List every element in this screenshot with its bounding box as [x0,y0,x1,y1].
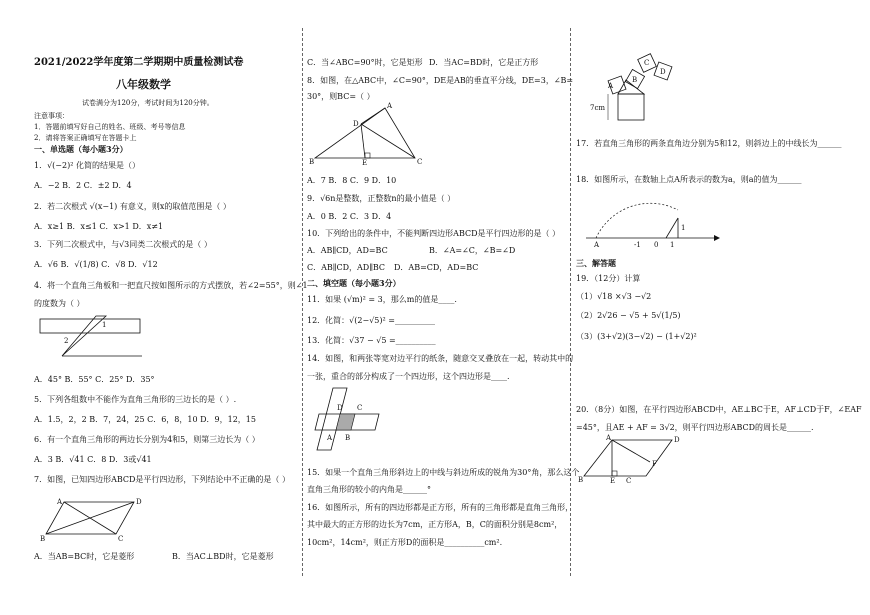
point-b-label: B [309,158,315,166]
question-10-option-c: C．AB∥CD，AD∥BC [307,263,386,272]
point-d-label: D [353,120,359,128]
question-6-options: A．3 B．√41 C．8 D．3或√41 [34,455,152,464]
question-2: 2．若二次根式 √(x−1) 有意义，则x的取值范围是（ ） [34,202,231,211]
question-10-option-b: B．∠A=∠C，∠B=∠D [429,246,516,255]
notes-heading: 注意事项： [34,112,69,120]
column-right [576,0,862,615]
column-divider-2 [570,28,571,576]
question-7-option-a: A．当AB=BC时，它是菱形 [34,552,135,561]
question-3: 3．下列二次根式中，与√3同类二次根式的是（ ） [34,240,212,249]
question-2-options: A．x≥1 B．x≤1 C．x>1 D．x≠1 [34,222,164,231]
question-8-line1: 8．如图，在△ABC中，∠C=90°，DE是AB的垂直平分线，DE=3，∠B= [307,76,574,85]
section-1-heading: 一、单选题（每小题3分） [34,144,128,154]
question-15-line1: 15．如果一个直角三角形斜边上的中线与斜边所成的锐角为30°角，那么这个 [307,468,580,477]
question-4-line2: 的度数为（ ） [34,299,85,308]
note-2: 2．请将答案正确填写在答题卡上 [34,134,137,142]
figure-triangle-abc [309,102,423,167]
point-b-label: B [578,476,584,484]
figure-number-line [586,186,726,248]
question-19-part-3: （3）(3+√2)(3−√2) − (1+√2)² [576,332,697,341]
question-10-option-d: D．AB=CD，AD=BC [394,263,479,272]
question-19-part-1: （1）√18 ×√3 −√2 [576,292,652,301]
square-a-label: A [608,82,614,90]
point-c-label: C [626,477,632,485]
point-d-label: D [337,404,343,412]
square-d-label: D [660,68,666,76]
question-19-part-2: （2）2√26 − √5 + 5√(1/5) [576,311,681,320]
tick-one: 1 [670,241,675,249]
question-15-line2: 直角三角形的较小的内角是______° [307,485,431,494]
point-c-label: C [118,535,124,543]
question-14-line2: 一张，重合的部分构成了一个四边形，这个四边形是____. [307,372,510,381]
section-2-heading: 二、填空题（每小题3分） [307,278,401,288]
question-8-line2: 30°，则BC=（ ） [307,92,375,101]
column-left [34,0,308,615]
point-a-label: A [594,241,600,249]
figure-parallelogram-ae-af [578,434,680,485]
point-a-label: A [387,102,393,110]
question-5: 5．下列各组数中不能作为直角三角形的三边长的是（ ）. [34,395,237,404]
tick-zero: 0 [654,241,659,249]
question-3-options: A．√6 B．√(1/8) C．√8 D．√12 [34,260,158,269]
figure-parallelogram-abcd [40,496,144,543]
point-c-label: C [417,158,423,166]
question-5-options: A．1.5，2，2 B．7，24，25 C．6，8，10 D．9，12，15 [34,415,256,424]
point-b-label: B [40,535,46,543]
figure-ruler-triangle [40,316,150,358]
question-10-option-a: A．AB∥CD，AD=BC [307,246,388,255]
question-13: 13．化简：√37 − √5 =__________ [307,336,436,345]
question-4-line1: 4．将一个直角三角板和一把直尺按如图所示的方式摆放，若∠2=55°，则∠1 [34,281,308,290]
question-1-options: A．−2 B．2 C．±2 D．4 [34,181,132,190]
question-9-options: A．0 B．2 C．3 D．4 [307,212,392,221]
question-19: 19．（12分）计算 [576,274,641,283]
question-20-line1: 20．（8分）如图，在平行四边形ABCD中，AE⊥BC于E，AF⊥CD于F，∠EAF [576,405,862,414]
exam-subtitle: 八年级数学 [116,78,171,91]
figure-pythagoras-squares [590,50,696,130]
point-d-label: D [136,498,142,506]
height-one-label: 1 [681,224,686,232]
point-e-label: E [362,159,368,167]
question-1: 1．√(−2)² 化简的结果是（） [34,161,140,170]
question-18: 18．如图所示，在数轴上点A所表示的数为a，则a的值为______ [576,175,802,184]
question-11: 11．如果 (√m)² = 3，那么m的值是____. [307,295,457,304]
question-9: 9．√6n是整数，正整数n的最小值是（ ） [307,194,456,203]
question-7: 7．如图，已知四边形ABCD是平行四边形，下列结论中不正确的是（ ） [34,475,290,484]
question-16-line2: 其中最大的正方形的边长为7cm，正方形A，B，C的面积分别是8cm²， [307,520,563,529]
point-a-label: A [606,434,612,442]
point-a-label: A [57,498,63,506]
tick-minus-one: -1 [634,241,641,249]
question-8-options: A．7 B．8 C．9 D．10 [307,176,397,185]
question-6: 6．有一个直角三角形的两边长分别为4和5，则第三边长为（ ） [34,435,260,444]
side-length-label: 7cm [590,104,606,112]
question-17: 17．若直角三角形的两条直角边分别为5和12，则斜边上的中线长为______ [576,139,842,148]
square-c-label: C [644,59,650,67]
section-3-heading: 三、解答题 [576,258,616,268]
question-7-option-d: D．当AC=BD时，它是正方形 [429,58,539,67]
question-14-line1: 14．如图，和两张等宽对边平行的纸条，随意交叉叠放在一起，转动其中的 [307,354,574,363]
exam-title: 2021/2022学年度第二学期期中质量检测试卷 [34,57,244,68]
point-d-label: D [674,436,680,444]
question-7-option-c: C．当∠ABC=90°时，它是矩形 [307,58,423,67]
point-b-label: B [345,434,351,442]
angle-1-label: 1 [102,321,107,329]
question-12: 12．化简：√(2−√5)² =__________ [307,316,435,325]
question-20-line2: =45°，且AE + AF = 3√2，则平行四边形ABCD的周长是______. [576,423,814,432]
square-b-label: B [632,76,638,84]
note-1: 1．答题前填写好自己的姓名、班级、考号等信息 [34,123,186,131]
point-c-label: C [357,404,363,412]
question-16-line1: 16．如图所示，所有的四边形都是正方形，所有的三角形都是直角三角形， [307,503,574,512]
point-a-label: A [327,434,333,442]
column-middle [307,0,580,615]
question-16-line3: 10cm²，14cm²，则正方形D的面积是__________cm². [307,538,503,547]
column-divider-1 [302,28,303,576]
point-f-label: F [652,460,657,468]
score-line: 试卷满分为120分，考试时间为120分钟。 [82,99,214,107]
figure-paper-strips [315,384,385,454]
angle-2-label: 2 [64,337,69,345]
question-10: 10．下列给出的条件中，不能判断四边形ABCD是平行四边形的是（ ） [307,229,561,238]
point-e-label: E [610,477,616,485]
question-7-option-b: B．当AC⊥BD时，它是菱形 [172,552,274,561]
question-4-options: A．45° B．55° C．25° D．35° [34,375,155,384]
